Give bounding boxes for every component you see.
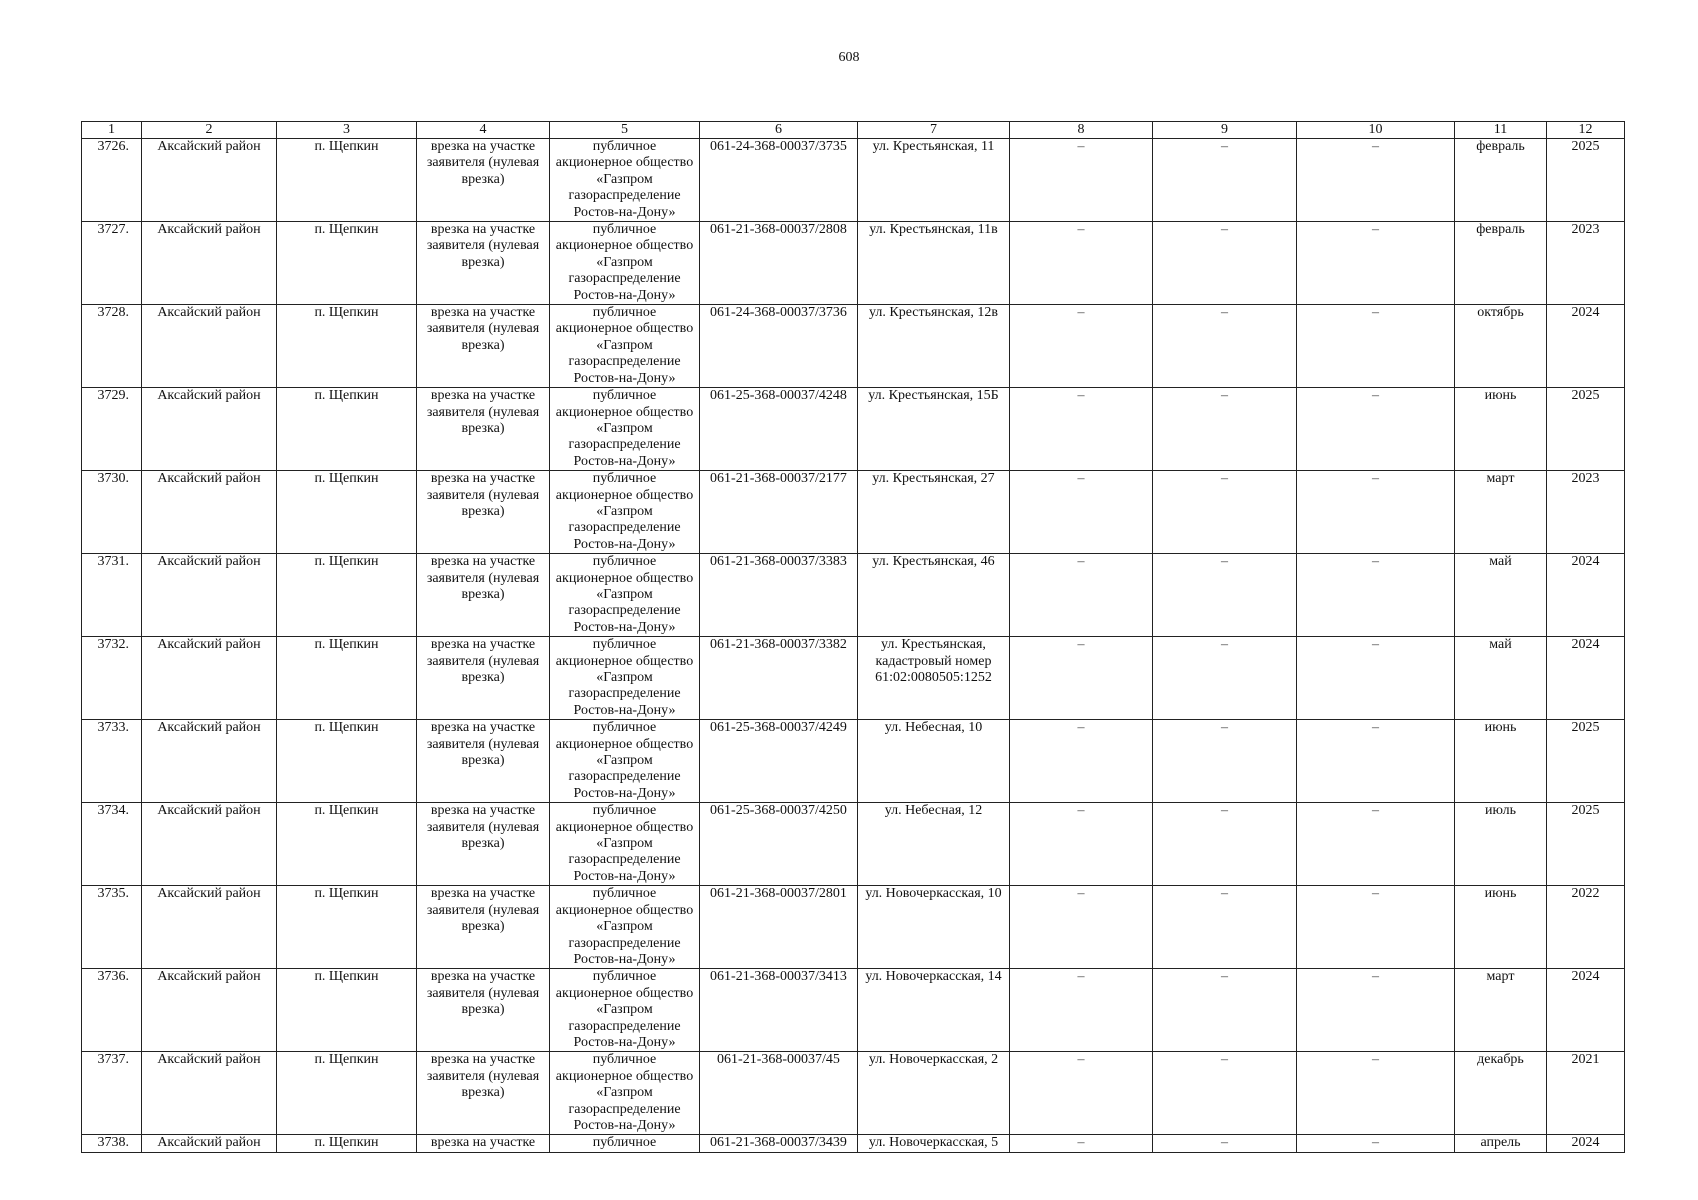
district-cell: Аксайский район — [142, 471, 277, 554]
work-type-cell: врезка на участке заявителя (нулевая врезка) — [417, 1052, 550, 1135]
column-9-cell: – — [1153, 1052, 1297, 1135]
code-cell: 061-21-368-00037/3413 — [700, 969, 858, 1052]
work-type-cell: врезка на участке заявителя (нулевая врезка) — [417, 886, 550, 969]
header-row — [82, 122, 1625, 139]
district-cell: Аксайский район — [142, 803, 277, 886]
work-type-cell: врезка на участке заявителя (нулевая врезка) — [417, 969, 550, 1052]
column-9-cell: – — [1153, 886, 1297, 969]
month-cell: декабрь — [1455, 1052, 1547, 1135]
column-header-2: 2 — [142, 122, 277, 139]
organization-cell: публичное — [550, 1135, 700, 1152]
district-cell: Аксайский район — [142, 554, 277, 637]
row-number: 3734. — [82, 803, 142, 886]
month-cell: июнь — [1455, 388, 1547, 471]
row-number: 3730. — [82, 471, 142, 554]
column-10-cell: – — [1297, 139, 1455, 222]
column-8-cell: – — [1010, 969, 1153, 1052]
organization-cell: публичное акционерное общество «Газпром газораспределение Ростов-на-Дону» — [550, 554, 700, 637]
address-cell: ул. Небесная, 10 — [858, 720, 1010, 803]
organization-cell: публичное акционерное общество «Газпром газораспределение Ростов-на-Дону» — [550, 388, 700, 471]
column-9-cell: – — [1153, 803, 1297, 886]
work-type-cell: врезка на участке заявителя (нулевая врезка) — [417, 139, 550, 222]
work-type-cell: врезка на участке заявителя (нулевая врезка) — [417, 305, 550, 388]
column-10-cell: – — [1297, 305, 1455, 388]
work-type-cell: врезка на участке заявителя (нулевая врезка) — [417, 720, 550, 803]
district-cell: Аксайский район — [142, 305, 277, 388]
column-9-cell: – — [1153, 471, 1297, 554]
year-cell: 2022 — [1547, 886, 1625, 969]
organization-cell: публичное акционерное общество «Газпром газораспределение Ростов-на-Дону» — [550, 471, 700, 554]
column-8-cell: – — [1010, 886, 1153, 969]
column-8-cell: – — [1010, 139, 1153, 222]
organization-cell: публичное акционерное общество «Газпром газораспределение Ростов-на-Дону» — [550, 222, 700, 305]
locality-cell: п. Щепкин — [277, 222, 417, 305]
column-9-cell: – — [1153, 139, 1297, 222]
row-number: 3728. — [82, 305, 142, 388]
address-cell: ул. Крестьянская, 11в — [858, 222, 1010, 305]
year-cell: 2024 — [1547, 554, 1625, 637]
code-cell: 061-21-368-00037/2177 — [700, 471, 858, 554]
code-cell: 061-25-368-00037/4250 — [700, 803, 858, 886]
work-type-cell: врезка на участке заявителя (нулевая врезка) — [417, 388, 550, 471]
column-8-cell: – — [1010, 305, 1153, 388]
column-8-cell: – — [1010, 554, 1153, 637]
row-number: 3737. — [82, 1052, 142, 1135]
work-type-cell: врезка на участке заявителя (нулевая врезка) — [417, 471, 550, 554]
locality-cell: п. Щепкин — [277, 305, 417, 388]
column-8-cell: – — [1010, 471, 1153, 554]
locality-cell: п. Щепкин — [277, 720, 417, 803]
row-number: 3731. — [82, 554, 142, 637]
district-cell: Аксайский район — [142, 1135, 277, 1152]
address-cell: ул. Новочеркасская, 2 — [858, 1052, 1010, 1135]
data-table — [81, 121, 1625, 1153]
locality-cell: п. Щепкин — [277, 1052, 417, 1135]
address-cell: ул. Крестьянская, 46 — [858, 554, 1010, 637]
row-number: 3735. — [82, 886, 142, 969]
year-cell: 2024 — [1547, 969, 1625, 1052]
code-cell: 061-21-368-00037/45 — [700, 1052, 858, 1135]
district-cell: Аксайский район — [142, 1052, 277, 1135]
year-cell: 2025 — [1547, 139, 1625, 222]
column-header-7: 7 — [858, 122, 1010, 139]
address-cell: ул. Крестьянская, 12в — [858, 305, 1010, 388]
organization-cell: публичное акционерное общество «Газпром газораспределение Ростов-на-Дону» — [550, 803, 700, 886]
district-cell: Аксайский район — [142, 222, 277, 305]
column-10-cell: – — [1297, 803, 1455, 886]
organization-cell: публичное акционерное общество «Газпром газораспределение Ростов-на-Дону» — [550, 305, 700, 388]
table-row — [82, 222, 1625, 305]
locality-cell: п. Щепкин — [277, 1135, 417, 1152]
column-header-3: 3 — [277, 122, 417, 139]
month-cell: март — [1455, 471, 1547, 554]
month-cell: июнь — [1455, 886, 1547, 969]
column-8-cell: – — [1010, 803, 1153, 886]
month-cell: апрель — [1455, 1135, 1547, 1152]
organization-cell: публичное акционерное общество «Газпром газораспределение Ростов-на-Дону» — [550, 720, 700, 803]
column-9-cell: – — [1153, 222, 1297, 305]
table-row — [82, 1052, 1625, 1135]
column-10-cell: – — [1297, 1052, 1455, 1135]
table-row — [82, 886, 1625, 969]
work-type-cell: врезка на участке заявителя (нулевая врезка) — [417, 803, 550, 886]
work-type-cell: врезка на участке — [417, 1135, 550, 1152]
column-9-cell: – — [1153, 637, 1297, 720]
district-cell: Аксайский район — [142, 637, 277, 720]
locality-cell: п. Щепкин — [277, 803, 417, 886]
year-cell: 2023 — [1547, 471, 1625, 554]
table-row — [82, 1135, 1625, 1152]
year-cell: 2024 — [1547, 305, 1625, 388]
row-number: 3729. — [82, 388, 142, 471]
row-number: 3732. — [82, 637, 142, 720]
column-10-cell: – — [1297, 886, 1455, 969]
table-row — [82, 554, 1625, 637]
month-cell: июнь — [1455, 720, 1547, 803]
table-row — [82, 637, 1625, 720]
year-cell: 2023 — [1547, 222, 1625, 305]
year-cell: 2025 — [1547, 803, 1625, 886]
address-cell: ул. Новочеркасская, 10 — [858, 886, 1010, 969]
locality-cell: п. Щепкин — [277, 471, 417, 554]
month-cell: май — [1455, 637, 1547, 720]
locality-cell: п. Щепкин — [277, 554, 417, 637]
locality-cell: п. Щепкин — [277, 969, 417, 1052]
column-header-9: 9 — [1153, 122, 1297, 139]
address-cell: ул. Новочеркасская, 14 — [858, 969, 1010, 1052]
year-cell: 2021 — [1547, 1052, 1625, 1135]
work-type-cell: врезка на участке заявителя (нулевая врезка) — [417, 222, 550, 305]
column-header-8: 8 — [1010, 122, 1153, 139]
district-cell: Аксайский район — [142, 388, 277, 471]
month-cell: июль — [1455, 803, 1547, 886]
column-8-cell: – — [1010, 1052, 1153, 1135]
code-cell: 061-24-368-00037/3736 — [700, 305, 858, 388]
table-container — [81, 121, 1624, 1151]
column-10-cell: – — [1297, 969, 1455, 1052]
code-cell: 061-21-368-00037/2801 — [700, 886, 858, 969]
column-9-cell: – — [1153, 388, 1297, 471]
column-10-cell: – — [1297, 554, 1455, 637]
organization-cell: публичное акционерное общество «Газпром газораспределение Ростов-на-Дону» — [550, 886, 700, 969]
table-body — [82, 122, 1625, 1153]
code-cell: 061-25-368-00037/4249 — [700, 720, 858, 803]
locality-cell: п. Щепкин — [277, 388, 417, 471]
year-cell: 2024 — [1547, 1135, 1625, 1152]
address-cell: ул. Крестьянская, 11 — [858, 139, 1010, 222]
month-cell: октябрь — [1455, 305, 1547, 388]
code-cell: 061-21-368-00037/3383 — [700, 554, 858, 637]
page-number: 608 — [838, 50, 860, 65]
address-cell: ул. Крестьянская, 27 — [858, 471, 1010, 554]
year-cell: 2025 — [1547, 388, 1625, 471]
address-cell: ул. Крестьянская, 15Б — [858, 388, 1010, 471]
table-row — [82, 305, 1625, 388]
column-header-10: 10 — [1297, 122, 1455, 139]
column-header-6: 6 — [700, 122, 858, 139]
month-cell: март — [1455, 969, 1547, 1052]
address-cell: ул. Небесная, 12 — [858, 803, 1010, 886]
district-cell: Аксайский район — [142, 886, 277, 969]
locality-cell: п. Щепкин — [277, 139, 417, 222]
row-number: 3733. — [82, 720, 142, 803]
month-cell: февраль — [1455, 139, 1547, 222]
work-type-cell: врезка на участке заявителя (нулевая врезка) — [417, 637, 550, 720]
organization-cell: публичное акционерное общество «Газпром газораспределение Ростов-на-Дону» — [550, 637, 700, 720]
organization-cell: публичное акционерное общество «Газпром газораспределение Ростов-на-Дону» — [550, 969, 700, 1052]
column-10-cell: – — [1297, 1135, 1455, 1152]
year-cell: 2025 — [1547, 720, 1625, 803]
column-10-cell: – — [1297, 222, 1455, 305]
month-cell: май — [1455, 554, 1547, 637]
column-10-cell: – — [1297, 471, 1455, 554]
column-8-cell: – — [1010, 1135, 1153, 1152]
column-9-cell: – — [1153, 969, 1297, 1052]
district-cell: Аксайский район — [142, 969, 277, 1052]
table-row — [82, 969, 1625, 1052]
district-cell: Аксайский район — [142, 720, 277, 803]
table-row — [82, 720, 1625, 803]
code-cell: 061-25-368-00037/4248 — [700, 388, 858, 471]
column-10-cell: – — [1297, 388, 1455, 471]
column-9-cell: – — [1153, 554, 1297, 637]
column-9-cell: – — [1153, 1135, 1297, 1152]
code-cell: 061-24-368-00037/3735 — [700, 139, 858, 222]
work-type-cell: врезка на участке заявителя (нулевая врезка) — [417, 554, 550, 637]
address-cell: ул. Крестьянская, кадастровый номер 61:02:0080505:1252 — [858, 637, 1010, 720]
column-8-cell: – — [1010, 388, 1153, 471]
column-8-cell: – — [1010, 720, 1153, 803]
organization-cell: публичное акционерное общество «Газпром газораспределение Ростов-на-Дону» — [550, 139, 700, 222]
column-header-12: 12 — [1547, 122, 1625, 139]
table-row — [82, 388, 1625, 471]
row-number: 3738. — [82, 1135, 142, 1152]
organization-cell: публичное акционерное общество «Газпром газораспределение Ростов-на-Дону» — [550, 1052, 700, 1135]
locality-cell: п. Щепкин — [277, 886, 417, 969]
table-row — [82, 139, 1625, 222]
code-cell: 061-21-368-00037/3439 — [700, 1135, 858, 1152]
column-9-cell: – — [1153, 305, 1297, 388]
column-header-1: 1 — [82, 122, 142, 139]
column-header-4: 4 — [417, 122, 550, 139]
column-8-cell: – — [1010, 637, 1153, 720]
table-row — [82, 471, 1625, 554]
year-cell: 2024 — [1547, 637, 1625, 720]
address-cell: ул. Новочеркасская, 5 — [858, 1135, 1010, 1152]
column-header-11: 11 — [1455, 122, 1547, 139]
column-header-5: 5 — [550, 122, 700, 139]
code-cell: 061-21-368-00037/2808 — [700, 222, 858, 305]
row-number: 3727. — [82, 222, 142, 305]
column-10-cell: – — [1297, 637, 1455, 720]
locality-cell: п. Щепкин — [277, 637, 417, 720]
district-cell: Аксайский район — [142, 139, 277, 222]
month-cell: февраль — [1455, 222, 1547, 305]
code-cell: 061-21-368-00037/3382 — [700, 637, 858, 720]
row-number: 3736. — [82, 969, 142, 1052]
table-row — [82, 803, 1625, 886]
column-8-cell: – — [1010, 222, 1153, 305]
row-number: 3726. — [82, 139, 142, 222]
column-10-cell: – — [1297, 720, 1455, 803]
column-9-cell: – — [1153, 720, 1297, 803]
